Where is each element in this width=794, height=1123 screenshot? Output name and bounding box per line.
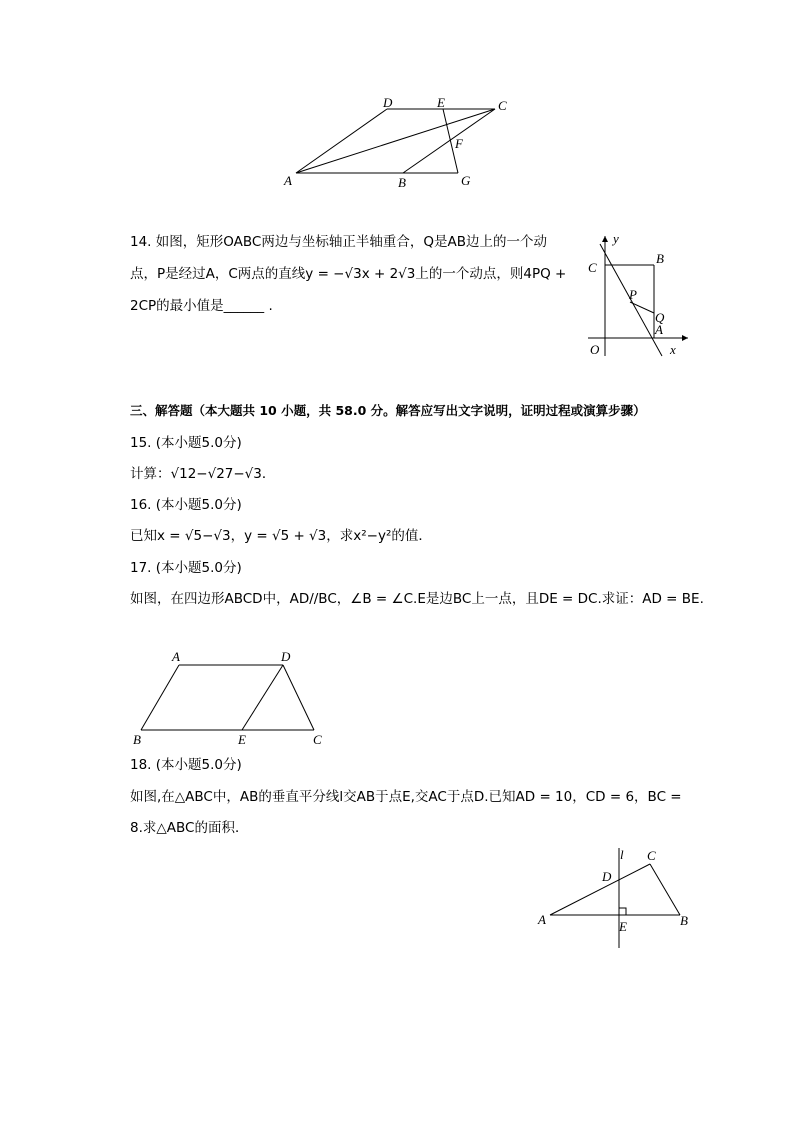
q14-line-1: 14. 如图，矩形OABC两边与坐标轴正半轴重合，Q是AB边上的一个动	[130, 234, 547, 250]
label-O: O	[590, 342, 600, 357]
label-B: B	[680, 913, 688, 928]
label-C: C	[647, 848, 656, 863]
label-C: C	[313, 732, 322, 747]
label-E: E	[619, 919, 627, 934]
label-Q: Q	[655, 310, 665, 325]
section-header: 三、解答题（本大题共 10 小题，共 58.0 分。解答应写出文字说明，证明过程或演算步骤）	[130, 403, 646, 418]
q14-line-2: 点，P是经过A，C两点的直线y = −√3x + 2√3上的一个动点，则4PQ +	[130, 266, 567, 282]
q18-line-2: 8.求△ABC的面积．	[130, 820, 249, 836]
figure-q17	[128, 646, 328, 750]
q17-body: 如图，在四边形ABCD中，AD//BC，∠B = ∠C.E是边BC上一点，且DE = DC.求证：AD = BE.	[130, 591, 704, 607]
q18-line-1: 如图,在△ABC中，AB的垂直平分线l交AB于点E,交AC于点D.已知AD = 10，CD = 6，BC =	[130, 789, 682, 805]
label-B: B	[133, 732, 141, 747]
label-A: A	[172, 649, 180, 664]
q15-heading: 15. (本小题5.0分)	[130, 435, 242, 451]
figure-q14	[582, 228, 694, 360]
label-D: D	[383, 95, 393, 110]
label-l: l	[620, 847, 624, 862]
q16-body: 已知x = √5−√3，y = √5 + √3，求x²−y²的值．	[130, 528, 432, 544]
label-A: A	[655, 322, 663, 337]
q15-body: 计算：√12−√27−√3．	[130, 466, 276, 482]
label-A: A	[538, 912, 546, 927]
label-B: B	[398, 175, 406, 190]
label-C: C	[588, 260, 597, 275]
label-F: F	[455, 136, 463, 151]
label-D: D	[281, 649, 291, 664]
label-E: E	[238, 732, 246, 747]
q16-heading: 16. (本小题5.0分)	[130, 497, 242, 513]
figure-q18	[534, 842, 696, 954]
label-A: A	[284, 173, 292, 188]
label-P: P	[629, 287, 637, 302]
label-D: D	[602, 869, 612, 884]
label-E: E	[437, 95, 445, 110]
label-G: G	[461, 173, 471, 188]
q17-heading: 17. (本小题5.0分)	[130, 560, 242, 576]
q14-line-3: 2CP的最小值是______ .	[130, 298, 273, 314]
label-B: B	[656, 251, 664, 266]
label-C: C	[498, 98, 507, 113]
label-x: x	[670, 342, 676, 357]
figure-q13	[270, 90, 520, 200]
q18-heading: 18. (本小题5.0分)	[130, 757, 242, 773]
label-y: y	[613, 231, 619, 246]
